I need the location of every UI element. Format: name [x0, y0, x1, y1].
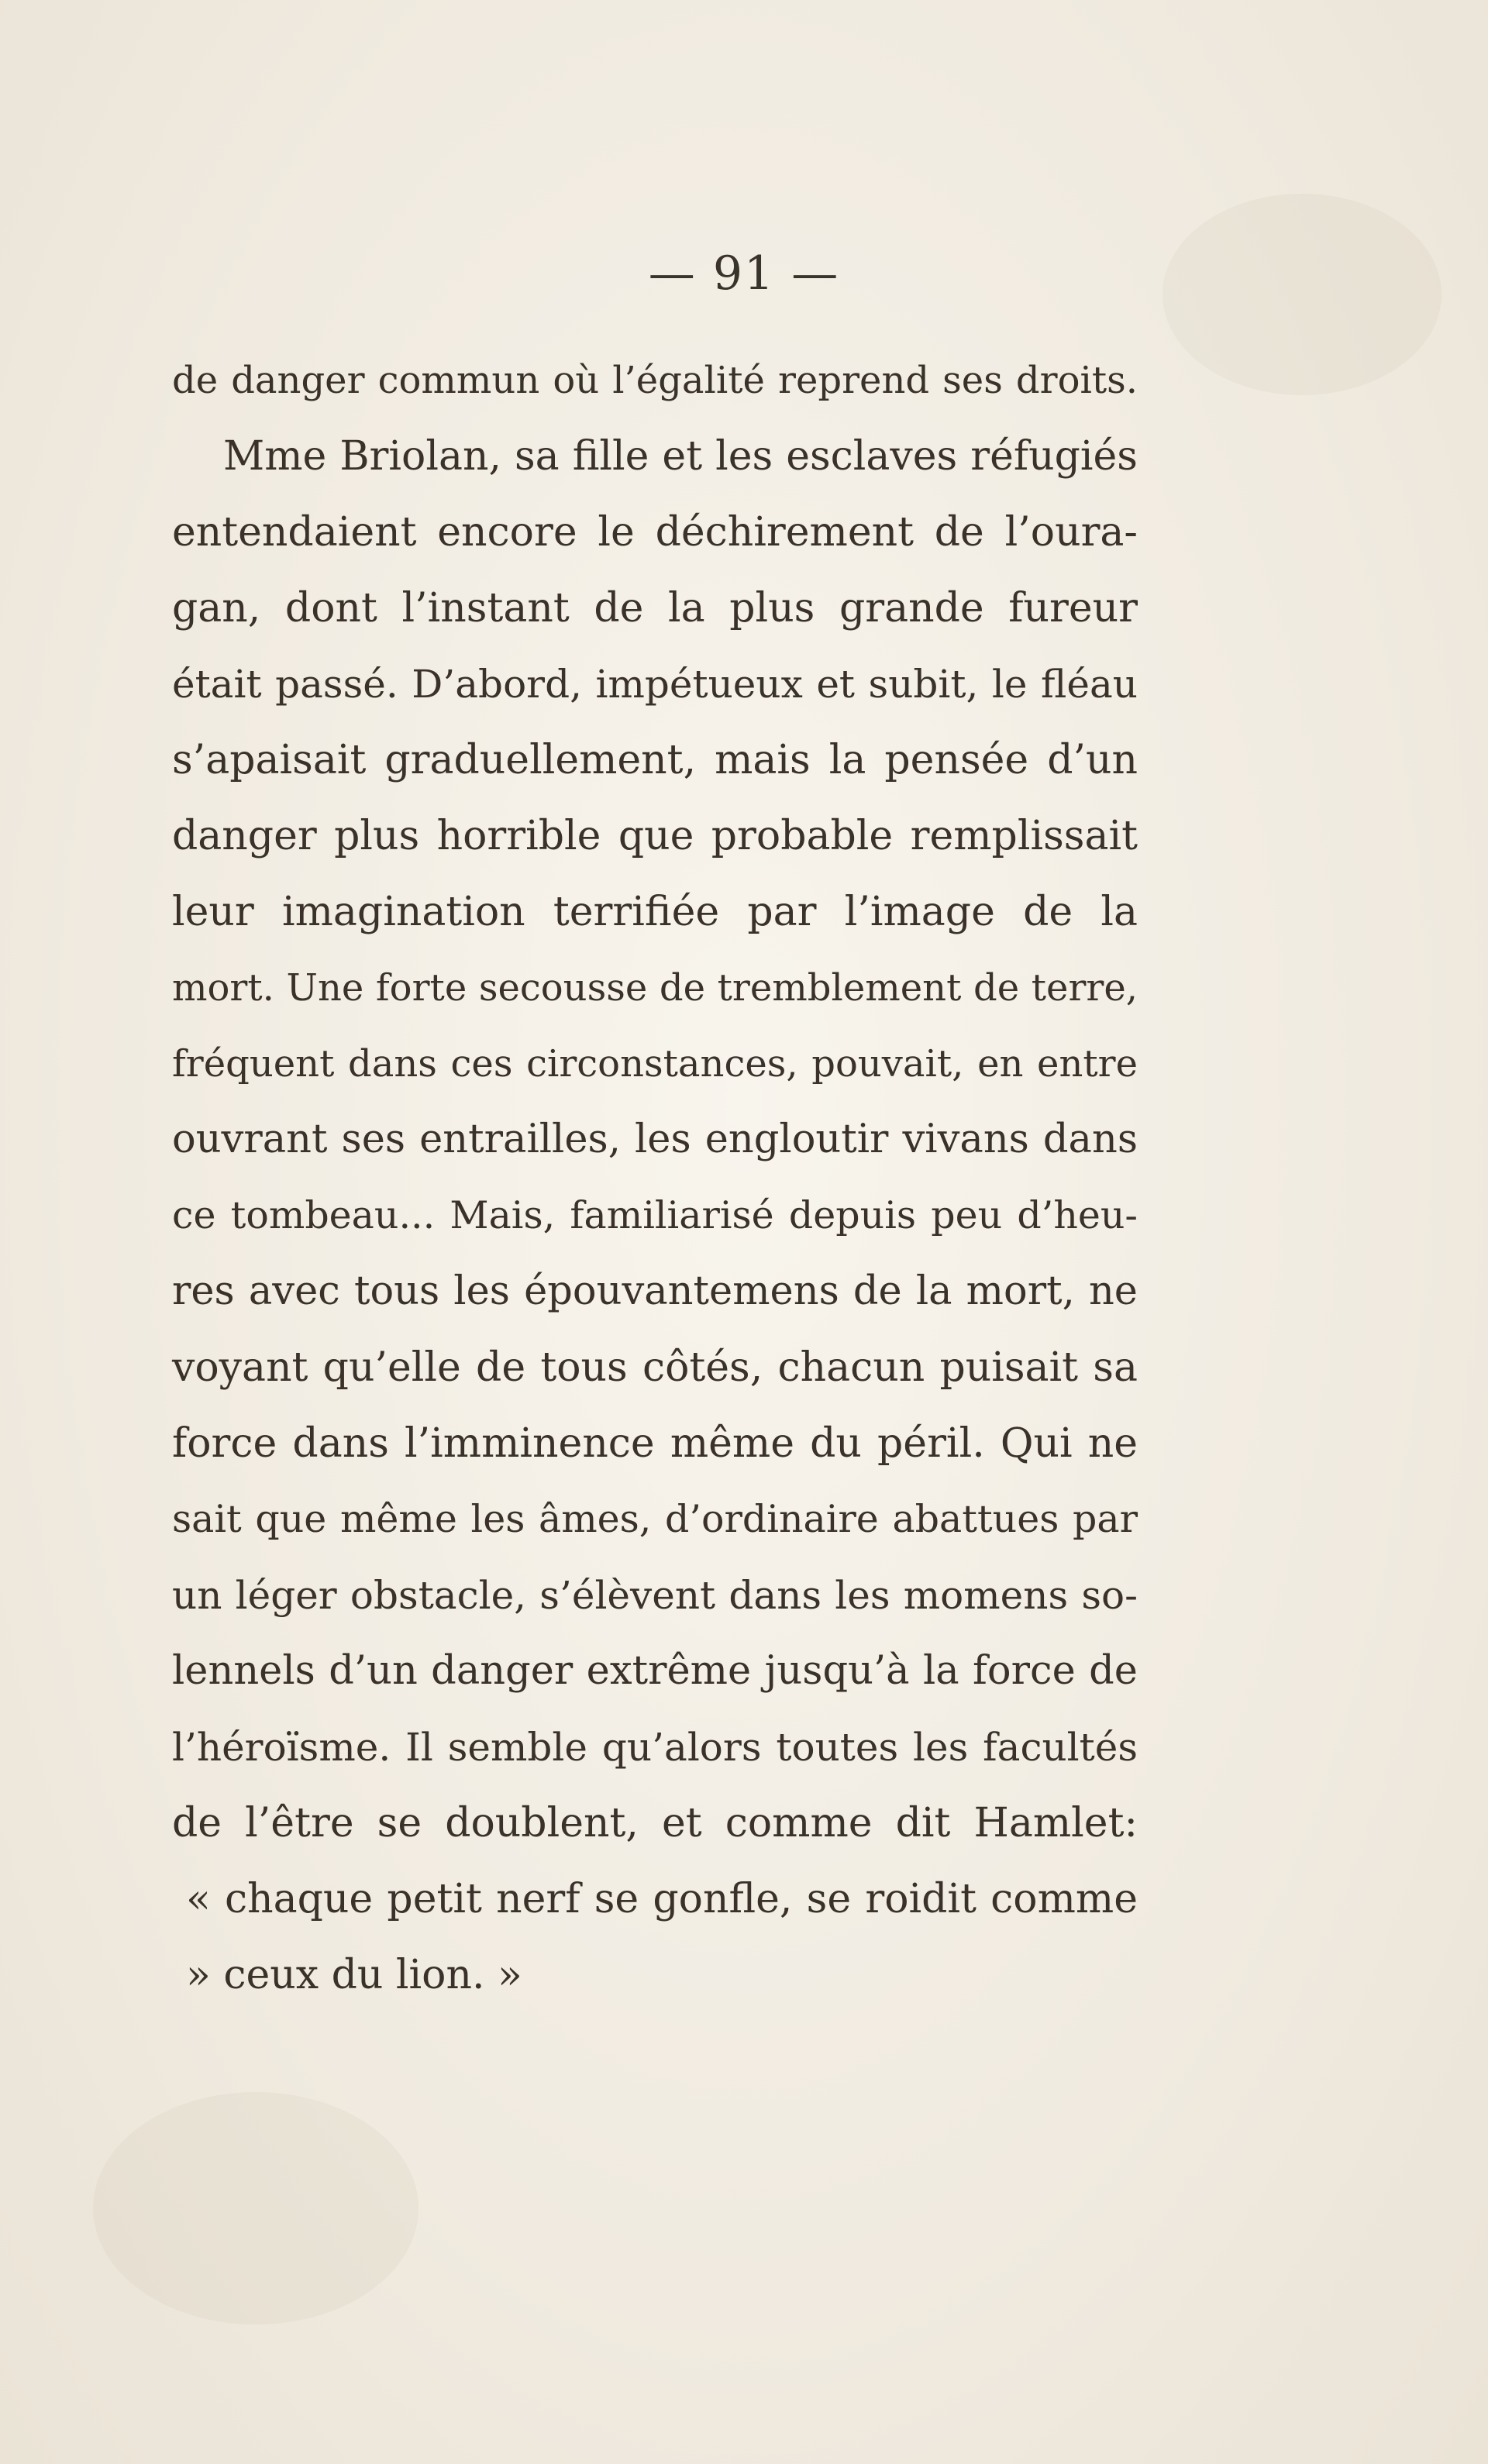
- text-line: leur imagination terrifiée par l’image de la: [172, 889, 1138, 935]
- text-line: force dans l’imminence même du péril. Qui ne: [172, 1420, 1138, 1467]
- text-line: voyant qu’elle de tous côtés, chacun puisait sa: [172, 1344, 1138, 1391]
- text-line: res avec tous les épouvantemens de la mort, ne: [172, 1268, 1138, 1314]
- paper-stain: [93, 2092, 418, 2325]
- text-line: gan, dont l’instant de la plus grande fureur: [172, 585, 1138, 631]
- text-line: de l’être se doublent, et comme dit Hamlet:: [172, 1800, 1138, 1846]
- text-line: était passé. D’abord, impétueux et subit, le fléau: [172, 662, 1138, 707]
- text-line: de danger commun où l’égalité reprend ses droits.: [172, 359, 1138, 402]
- text-line: danger plus horrible que probable remplissait: [172, 813, 1138, 859]
- page-body: [172, 342, 1138, 2013]
- text-line: Mme Briolan, sa fille et les esclaves réfugiés: [223, 433, 1138, 480]
- text-line: mort. Une forte secousse de tremblement de terre,: [172, 966, 1138, 1010]
- text-line: sait que même les âmes, d’ordinaire abattues par: [172, 1497, 1138, 1541]
- text-line: l’héroïsme. Il semble qu’alors toutes les facultés: [172, 1725, 1138, 1770]
- text-line: un léger obstacle, s’élèvent dans les momens so-: [172, 1573, 1138, 1618]
- text-line: entendaient encore le déchirement de l’oura-: [172, 509, 1138, 556]
- page-number: — 91 —: [648, 246, 840, 301]
- text-line: ouvrant ses entrailles, les engloutir vivans dans: [172, 1117, 1138, 1162]
- text-line: ce tombeau... Mais, familiarisé depuis peu d’heu-: [172, 1193, 1138, 1237]
- text-line: s’apaisait graduellement, mais la pensée d’un: [172, 737, 1138, 783]
- text-line: » ceux du lion. »: [186, 1952, 522, 1998]
- text-line: « chaque petit nerf se gonfle, se roidit comme: [186, 1876, 1138, 1922]
- text-line: lennels d’un danger extrême jusqu’à la force de: [172, 1648, 1138, 1694]
- text-line: fréquent dans ces circonstances, pouvait, en entre: [172, 1042, 1138, 1086]
